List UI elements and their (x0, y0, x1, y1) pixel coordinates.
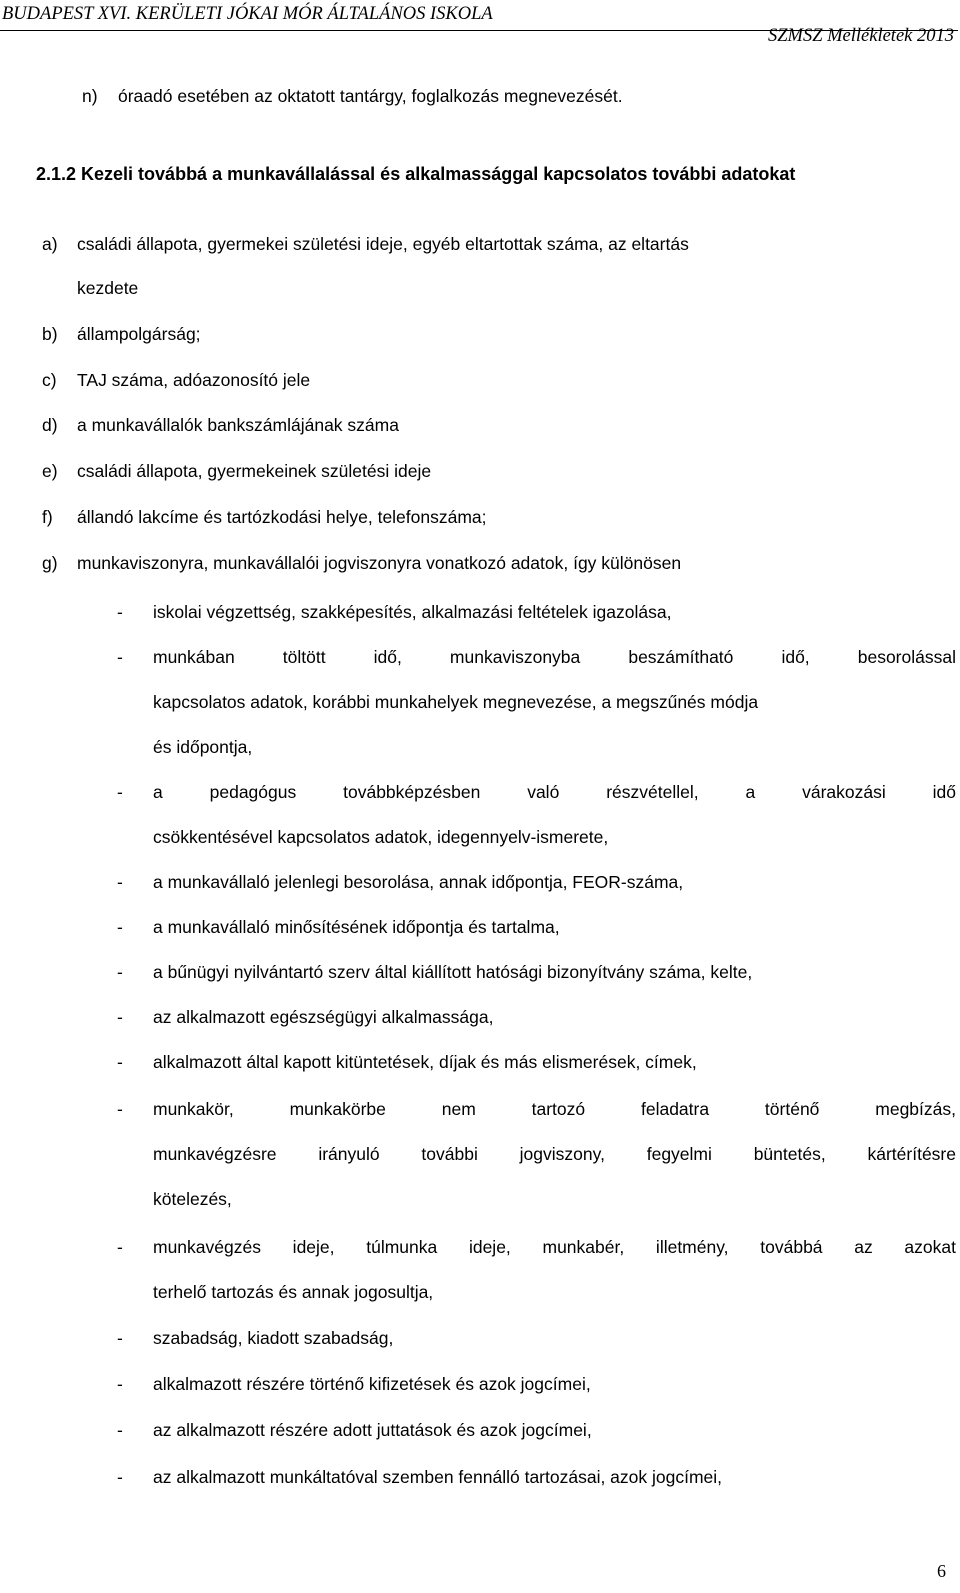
subitem-text: munkavégzésre irányuló további jogviszony, fegyelmi büntetés, kártérítésre (153, 1144, 956, 1164)
subitem-text: munkakör, munkakörbe nem tartozó feladatra történő megbízás, (153, 1099, 956, 1119)
subitem-text: alkalmazott részére történő kifizetések és azok jogcímei, (153, 1374, 591, 1394)
item-n-text: óraadó esetében az oktatott tantárgy, foglalkozás megnevezését. (118, 86, 623, 106)
item-text: a munkavállalók bankszámlájának száma (77, 415, 399, 435)
item-text: munkaviszonyra, munkavállalói jogviszonyra vonatkozó adatok, így különösen (77, 553, 682, 573)
dash-marker: - (117, 1237, 123, 1257)
subitem-text: az alkalmazott munkáltatóval szemben fennálló tartozásai, azok jogcímei, (153, 1467, 723, 1487)
dash-marker: - (117, 782, 123, 802)
subitem-text: alkalmazott által kapott kitüntetések, díjak és más elismerések, címek, (153, 1052, 697, 1072)
item-text: állampolgárság; (77, 324, 201, 344)
subitem-text: a bűnügyi nyilvántartó szerv által kiállított hatósági bizonyítvány száma, kelte, (153, 962, 753, 982)
subitem-text: a pedagógus továbbképzésben való részvétellel, a várakozási idő (153, 782, 956, 802)
subitem-text: kötelezés, (153, 1189, 232, 1209)
school-name: BUDAPEST XVI. KERÜLETI JÓKAI MÓR ÁLTALÁNOS ISKOLA (2, 4, 493, 24)
subitem-text: szabadság, kiadott szabadság, (153, 1328, 394, 1348)
item-text: TAJ száma, adóazonosító jele (77, 370, 311, 390)
subitem-text: csökkentésével kapcsolatos adatok, idegennyelv-ismerete, (153, 827, 609, 847)
subitem-text: a munkavállaló minősítésének időpontja és tartalma, (153, 917, 560, 937)
dash-marker: - (117, 1099, 123, 1119)
section-heading: 2.1.2 Kezeli továbbá a munkavállalással és alkalmassággal kapcsolatos további adatokat (36, 164, 796, 184)
subitem-text: iskolai végzettség, szakképesítés, alkalmazási feltételek igazolása, (153, 602, 672, 622)
subitem-text: munkában töltött idő, munkaviszonyba beszámítható idő, besorolással (153, 647, 956, 667)
item-marker: b) (42, 324, 58, 344)
subitem-text: és időpontja, (153, 737, 253, 757)
item-text: családi állapota, gyermekei születési ideje, egyéb eltartottak száma, az eltartás (77, 234, 689, 254)
item-text: állandó lakcíme és tartózkodási helye, telefonszáma; (77, 507, 487, 527)
dash-marker: - (117, 917, 123, 937)
subitem-text: a munkavállaló jelenlegi besorolása, annak időpontja, FEOR-száma, (153, 872, 684, 892)
dash-marker: - (117, 872, 123, 892)
item-marker: a) (42, 234, 58, 254)
dash-marker: - (117, 1374, 123, 1394)
page-header (0, 0, 958, 46)
dash-marker: - (117, 1007, 123, 1027)
subitem-text: terhelő tartozás és annak jogosultja, (153, 1282, 434, 1302)
document-name: SZMSZ Mellékletek 2013 (768, 26, 954, 46)
dash-marker: - (117, 1328, 123, 1348)
page-number: 6 (937, 1561, 946, 1581)
item-n-marker: n) (82, 86, 98, 106)
dash-marker: - (117, 1420, 123, 1440)
item-marker: e) (42, 461, 58, 481)
subitem-text: az alkalmazott egészségügyi alkalmassága, (153, 1007, 494, 1027)
dash-marker: - (117, 1467, 123, 1487)
item-marker: g) (42, 553, 58, 573)
item-marker: f) (42, 507, 53, 527)
item-text: kezdete (77, 278, 139, 298)
item-text: családi állapota, gyermekeinek születési ideje (77, 461, 432, 481)
item-marker: d) (42, 415, 58, 435)
dash-marker: - (117, 1052, 123, 1072)
subitem-text: az alkalmazott részére adott juttatások és azok jogcímei, (153, 1420, 592, 1440)
item-marker: c) (42, 370, 57, 390)
subitem-text: kapcsolatos adatok, korábbi munkahelyek megnevezése, a megszűnés módja (153, 692, 759, 712)
dash-marker: - (117, 647, 123, 667)
dash-marker: - (117, 602, 123, 622)
subitem-text: munkavégzés ideje, túlmunka ideje, munkabér, illetmény, továbbá az azokat (153, 1237, 956, 1257)
dash-marker: - (117, 962, 123, 982)
